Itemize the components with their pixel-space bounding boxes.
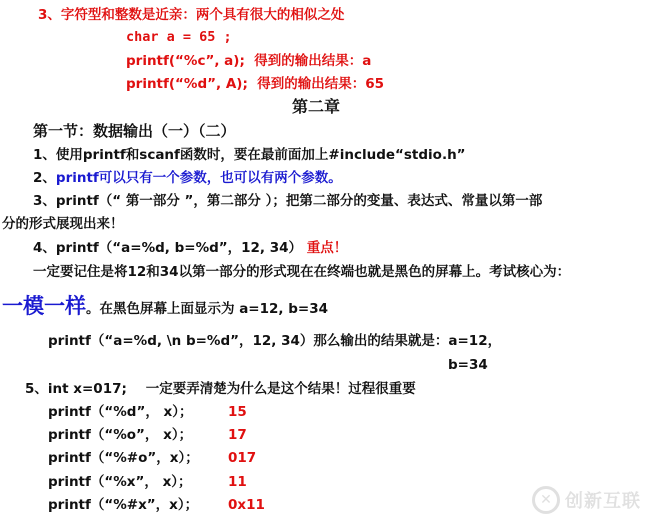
code-printf-d-result: 得到的输出结果：65 [257, 76, 385, 92]
code-printf-c-stmt: printf(“%c”, a); [126, 53, 245, 69]
section-title: 第一节：数据输出（一）（二） [33, 122, 236, 140]
watermark [532, 486, 641, 514]
item-5-note: 一定要弄清楚为什么是这个结果！过程很重要 [145, 381, 416, 397]
printf-code: printf（“%d”， x）； [48, 404, 193, 420]
code-printf-c-result: 得到的输出结果：a [254, 53, 372, 69]
printf-code: printf（“%x”， x）； [48, 474, 192, 490]
item-4-example-cont: b=34 [448, 357, 488, 373]
item-4-big-text: 一模一样 [2, 294, 86, 318]
code-char-decl: char a = 65 ; [126, 29, 232, 45]
item-5-stmt: 5、int x=017; [25, 381, 127, 397]
item-4-line3-text: 。在黑色屏幕上面显示为 a=12, b=34 [86, 301, 328, 317]
item-4-line3 [2, 293, 328, 322]
printf-row [48, 403, 247, 421]
item-4-stmt: 4、printf（“a=%d, b=%d”，12, 34） [33, 240, 303, 256]
printf-code: printf（“%#o”，x）； [48, 450, 199, 466]
item-4 [33, 239, 347, 257]
code-printf-d-stmt: printf(“%d”, A); [126, 76, 248, 92]
cdcxhl-logo-icon: ✕ [532, 486, 560, 514]
printf-code: printf（“%#x”，x）； [48, 497, 199, 513]
printf-row [48, 449, 256, 467]
item-4-example: printf（“a=%d, \n b=%d”，12, 34）那么输出的结果就是：a=12， [48, 333, 502, 349]
item-3-line1: 3、printf（“ 第一部分 ”，第二部分 ）；把第二部分的变量、表达式、常量以第一部 [33, 193, 543, 209]
item-3-line2: 分的形式展现出来！ [2, 216, 124, 232]
section3-heading: 3、字符型和整数是近亲：两个具有很大的相似之处 [38, 7, 345, 23]
watermark-text: 创新互联 [565, 491, 641, 512]
printf-result: 017 [228, 450, 257, 466]
item-2 [33, 169, 342, 187]
item-4-emphasis: 重点！ [306, 240, 348, 256]
printf-row [48, 473, 247, 491]
item-2-prefix: 2、 [33, 170, 56, 186]
item-2-text: printf可以只有一个参数，也可以有两个参数。 [55, 170, 342, 186]
printf-result: 15 [228, 404, 247, 420]
printf-row [48, 496, 265, 514]
item-4-line2: 一定要记住是将12和34以第一部分的形式现在在终端也就是黑色的屏幕上。考试核心为： [33, 264, 571, 280]
printf-code: printf（“%o”， x）； [48, 427, 193, 443]
item-1: 1、使用printf和scanf函数时，要在最前面加上#include“stdio.h” [33, 147, 466, 163]
printf-row [48, 426, 247, 444]
code-printf-c [126, 52, 371, 70]
printf-result: 0x11 [228, 497, 265, 513]
printf-result: 11 [228, 474, 247, 490]
printf-result: 17 [228, 427, 247, 443]
chapter-title: 第二章 [292, 97, 341, 116]
code-printf-d [126, 75, 384, 93]
item-5 [25, 380, 416, 398]
